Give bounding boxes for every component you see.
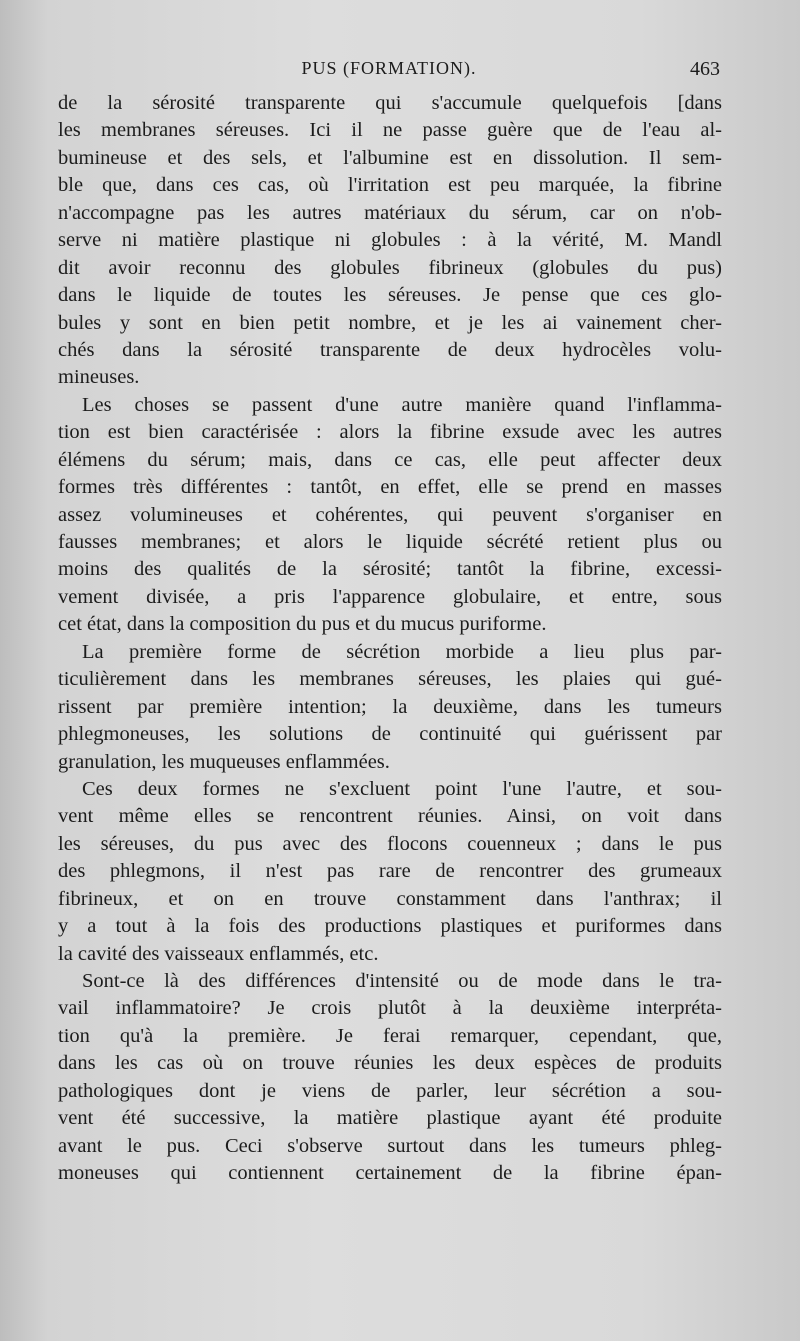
text-line: tion est bien caractérisée : alors la fibrine exsude avec les autres [58, 421, 722, 444]
running-head: PUS (FORMATION). [301, 58, 477, 78]
paragraph-end-line: mineuses. [58, 366, 140, 389]
text-line: bumineuse et des sels, et l'albumine est en dissolution. Il sem- [58, 146, 722, 169]
paragraph-start-line: Ces deux formes ne s'excluent point l'une l'autre, et sou- [82, 777, 722, 800]
paragraph-start-line: Les choses se passent d'une autre manière quand l'inflamma- [82, 393, 722, 416]
text-line: formes très différentes : tantôt, en effet, elle se prend en masses [58, 476, 722, 499]
text-line: des phlegmons, il n'est pas rare de rencontrer des grumeaux [58, 860, 722, 883]
text-line: fibrineux, et on en trouve constamment dans l'anthrax; il [58, 887, 722, 910]
text-line: fausses membranes; et alors le liquide sécrété retient plus ou [58, 531, 722, 553]
text-line: vail inflammatoire? Je crois plutôt à la deuxième interpréta- [58, 997, 722, 1020]
text-line: dans les cas où on trouve réunies les deux espèces de produits [58, 1052, 722, 1075]
text-line: ble que, dans ces cas, où l'irritation est peu marquée, la fibrine [58, 174, 722, 197]
body-text [58, 90, 722, 1188]
text-line: tion qu'à la première. Je ferai remarquer, cependant, que, [58, 1024, 722, 1047]
paragraph-end-line: la cavité des vaisseaux enflammés, etc. [58, 942, 379, 965]
paragraph-end-line: cet état, dans la composition du pus et du mucus puriforme. [58, 613, 547, 636]
text-line: y a tout à la fois des productions plastiques et puriformes dans [58, 915, 722, 938]
paragraph-end-line: granulation, les muqueuses enflammées. [58, 750, 390, 773]
text-line: dans le liquide de toutes les séreuses. Je pense que ces glo- [58, 284, 722, 307]
paragraph-start-line: Sont-ce là des différences d'intensité ou de mode dans le tra- [82, 970, 722, 992]
text-line: pathologiques dont je viens de parler, leur sécrétion a sou- [58, 1079, 722, 1102]
text-line: élémens du sérum; mais, dans ce cas, elle peut affecter deux [58, 448, 722, 471]
text-line: vent même elles se rencontrent réunies. Ainsi, on voit dans [58, 805, 722, 828]
text-line: rissent par première intention; la deuxième, dans les tumeurs [58, 695, 722, 718]
text-line: ticulièrement dans les membranes séreuses, les plaies qui gué- [58, 668, 722, 691]
text-line: vent été successive, la matière plastique ayant été produite [58, 1107, 722, 1130]
text-line: moins des qualités de la sérosité; tantôt la fibrine, excessi- [58, 558, 722, 581]
text-line: les séreuses, du pus avec des flocons couenneux ; dans le pus [58, 832, 722, 855]
text-line: phlegmoneuses, les solutions de continuité qui guérissent par [58, 723, 722, 746]
text-line: de la sérosité transparente qui s'accumule quelquefois [dans [58, 92, 722, 114]
paragraph-start-line: La première forme de sécrétion morbide a lieu plus par- [82, 640, 722, 663]
page-header [58, 58, 720, 88]
text-line: avant le pus. Ceci s'observe surtout dans les tumeurs phleg- [58, 1134, 722, 1157]
text-line: dit avoir reconnu des globules fibrineux (globules du pus) [58, 256, 722, 279]
text-line: les membranes séreuses. Ici il ne passe guère que de l'eau al- [58, 119, 722, 142]
page-number: 463 [690, 58, 720, 80]
text-line: bules y sont en bien petit nombre, et je les ai vainement cher- [58, 311, 722, 334]
text-line: chés dans la sérosité transparente de deux hydrocèles volu- [58, 338, 722, 361]
text-line: serve ni matière plastique ni globules : à la vérité, M. Mandl [58, 229, 722, 252]
text-line: moneuses qui contiennent certainement de la fibrine épan- [58, 1162, 722, 1185]
text-line: n'accompagne pas les autres matériaux du sérum, car on n'ob- [58, 201, 722, 224]
text-line: assez volumineuses et cohérentes, qui peuvent s'organiser en [58, 503, 722, 526]
text-line: vement divisée, a pris l'apparence globulaire, et entre, sous [58, 585, 722, 608]
